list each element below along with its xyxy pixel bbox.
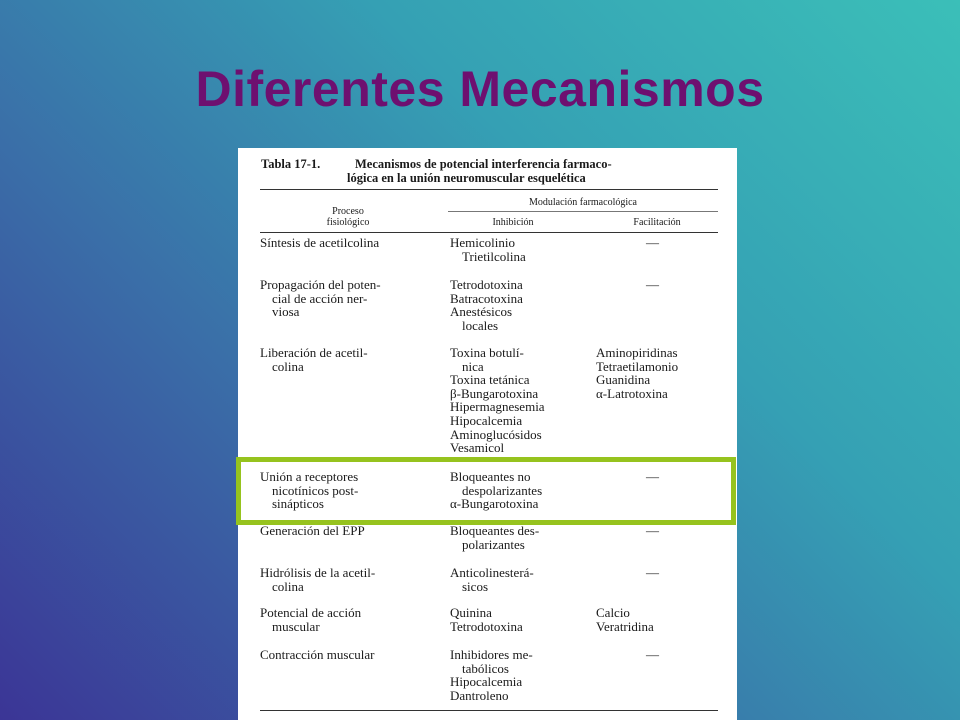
cell-line-wrap (450, 305, 610, 319)
inhibition-cell (450, 236, 610, 263)
cell-line-wrap (260, 606, 440, 620)
cell-line: α-Bungarotoxina (450, 496, 539, 512)
header-rule (260, 232, 718, 233)
facilitation-cell (596, 236, 736, 250)
cell-line-wrap (596, 620, 736, 634)
cell-line: Veratridina (596, 618, 654, 634)
header-inhibition: Inhibición (492, 217, 534, 228)
inhibition-cell (450, 346, 610, 455)
facilitation-cell (596, 606, 736, 633)
cell-line-wrap (450, 292, 610, 306)
cell-line: Hidrólisis de la acetil- (260, 565, 376, 580)
cell-line: Trietilcolina (462, 248, 526, 264)
cell-line: colina (272, 358, 304, 374)
cell-line-wrap (260, 278, 440, 292)
cell-line-wrap (450, 441, 610, 455)
cell-line-wrap (596, 373, 736, 387)
process-cell (260, 278, 440, 319)
cell-line-wrap (260, 566, 440, 580)
cell-line: nicotínicos post- (272, 482, 359, 498)
bottom-rule (260, 710, 718, 711)
cell-line: Aminopiridinas (596, 345, 678, 360)
cell-line-wrap (450, 648, 610, 662)
cell-line: Toxina tetánica (450, 372, 530, 388)
cell-line: despolarizantes (462, 482, 543, 498)
cell-line: sinápticos (272, 496, 324, 512)
cell-line: Inhibidores me- (450, 647, 533, 662)
cell-line: Hemicolinio (450, 235, 515, 250)
cell-line: Bloqueantes no (450, 469, 531, 484)
cell-line: Propagación del poten- (260, 277, 381, 292)
process-cell (260, 566, 440, 593)
inhibition-cell (450, 566, 610, 593)
process-cell (260, 346, 440, 373)
cell-line: locales (462, 317, 499, 333)
cell-line: Liberación de acetil- (260, 345, 368, 360)
cell-line: Hipocalcemia (450, 412, 523, 428)
facilitation-cell (596, 524, 736, 538)
process-cell (260, 524, 440, 538)
inhibition-cell (450, 606, 610, 633)
cell-line: α-Latrotoxina (596, 385, 668, 401)
cell-line: Unión a receptores (260, 469, 359, 484)
cell-line-wrap (450, 400, 610, 414)
facilitation-cell (596, 346, 736, 400)
header-process-line-2: fisiológico (326, 217, 370, 228)
cell-line-wrap (450, 675, 610, 689)
cell-line: Tetrodotoxina (450, 618, 523, 634)
cell-line-wrap (450, 387, 610, 401)
table-caption (261, 157, 731, 185)
cell-line: — (646, 523, 659, 538)
table-document (238, 148, 737, 720)
cell-line-wrap (260, 620, 440, 634)
cell-line: nica (462, 358, 484, 374)
cell-line: viosa (272, 304, 300, 320)
cell-line-wrap (596, 566, 736, 580)
inhibition-cell (450, 648, 610, 702)
cell-line: Aminoglucósidos (450, 426, 542, 442)
cell-line-wrap (596, 236, 736, 250)
cell-line: muscular (272, 618, 320, 634)
cell-line-wrap (450, 319, 610, 333)
highlight-box (236, 457, 736, 525)
cell-line-wrap (450, 662, 610, 676)
inhibition-cell (450, 524, 610, 551)
cell-line: Anticolinesterá- (450, 565, 534, 580)
cell-line: Potencial de acción (260, 605, 362, 620)
cell-line: — (646, 235, 659, 250)
cell-line: — (646, 565, 659, 580)
facilitation-cell (596, 566, 736, 580)
cell-line-wrap (450, 566, 610, 580)
cell-line-wrap (450, 606, 610, 620)
cell-line-wrap (260, 360, 440, 374)
cell-line-wrap (596, 360, 736, 374)
caption-line-1: Mecanismos de potencial interferencia farmaco- (355, 157, 612, 171)
cell-line-wrap (260, 236, 440, 250)
cell-line: Tetrodotoxina (450, 277, 523, 292)
header-process (288, 206, 408, 228)
cell-line-wrap (450, 373, 610, 387)
cell-line-wrap (260, 292, 440, 306)
cell-line: Síntesis de acetilcolina (260, 235, 380, 250)
cell-line: Hipermagnesemia (450, 399, 545, 415)
cell-line: Generación del EPP (260, 523, 365, 538)
cell-line-wrap (450, 278, 610, 292)
cell-line-wrap (596, 648, 736, 662)
cell-line: cial de acción ner- (272, 290, 368, 306)
cell-line: Hipocalcemia (450, 674, 523, 690)
top-rule (260, 189, 718, 190)
cell-line-wrap (450, 250, 610, 264)
modulation-rule (448, 211, 718, 212)
facilitation-cell (596, 278, 736, 292)
cell-line: Anestésicos (450, 304, 513, 320)
process-cell (260, 236, 440, 250)
cell-line-wrap (450, 524, 610, 538)
cell-line-wrap (450, 620, 610, 634)
cell-line-wrap (450, 689, 610, 703)
header-modulation: Modulación farmacológica (528, 197, 637, 208)
cell-line-wrap (596, 278, 736, 292)
cell-line: Guanidina (596, 372, 651, 388)
process-cell (260, 648, 440, 662)
cell-line-wrap (260, 305, 440, 319)
caption-line-2: lógica en la unión neuromuscular esquelética (347, 171, 586, 185)
cell-line: Toxina botulí- (450, 345, 524, 360)
cell-line: Bloqueantes des- (450, 523, 540, 538)
cell-line-wrap (260, 346, 440, 360)
cell-line-wrap (260, 580, 440, 594)
cell-line-wrap (450, 580, 610, 594)
cell-line: tabólicos (462, 660, 509, 676)
cell-line: — (646, 277, 659, 292)
cell-line: sicos (462, 578, 488, 594)
slide-title: Diferentes Mecanismos (195, 61, 765, 117)
cell-line: Calcio (596, 605, 630, 620)
cell-line: Dantroleno (450, 687, 509, 703)
table-number: Tabla 17-1. (261, 157, 321, 171)
inhibition-cell (450, 278, 610, 332)
cell-line-wrap (450, 414, 610, 428)
cell-line: — (646, 647, 659, 662)
facilitation-cell (596, 648, 736, 662)
cell-line-wrap (450, 346, 610, 360)
cell-line: Contracción muscular (260, 647, 375, 662)
cell-line-wrap (260, 524, 440, 538)
cell-line-wrap (260, 648, 440, 662)
cell-line-wrap (450, 236, 610, 250)
header-facilitation: Facilitación (633, 217, 681, 228)
cell-line: Quinina (450, 605, 492, 620)
cell-line-wrap (596, 346, 736, 360)
cell-line: Vesamicol (450, 440, 505, 456)
cell-line: Batracotoxina (450, 290, 523, 306)
cell-line: β-Bungarotoxina (450, 385, 539, 401)
cell-line-wrap (596, 387, 736, 401)
cell-line-wrap (596, 606, 736, 620)
cell-line: colina (272, 578, 304, 594)
cell-line-wrap (450, 428, 610, 442)
cell-line: — (646, 469, 659, 484)
cell-line: Tetraetilamonio (596, 358, 679, 374)
process-cell (260, 606, 440, 633)
cell-line: polarizantes (462, 536, 525, 552)
cell-line-wrap (450, 360, 610, 374)
cell-line-wrap (596, 524, 736, 538)
cell-line-wrap (450, 538, 610, 552)
header-process-line-1: Proceso (332, 206, 364, 217)
